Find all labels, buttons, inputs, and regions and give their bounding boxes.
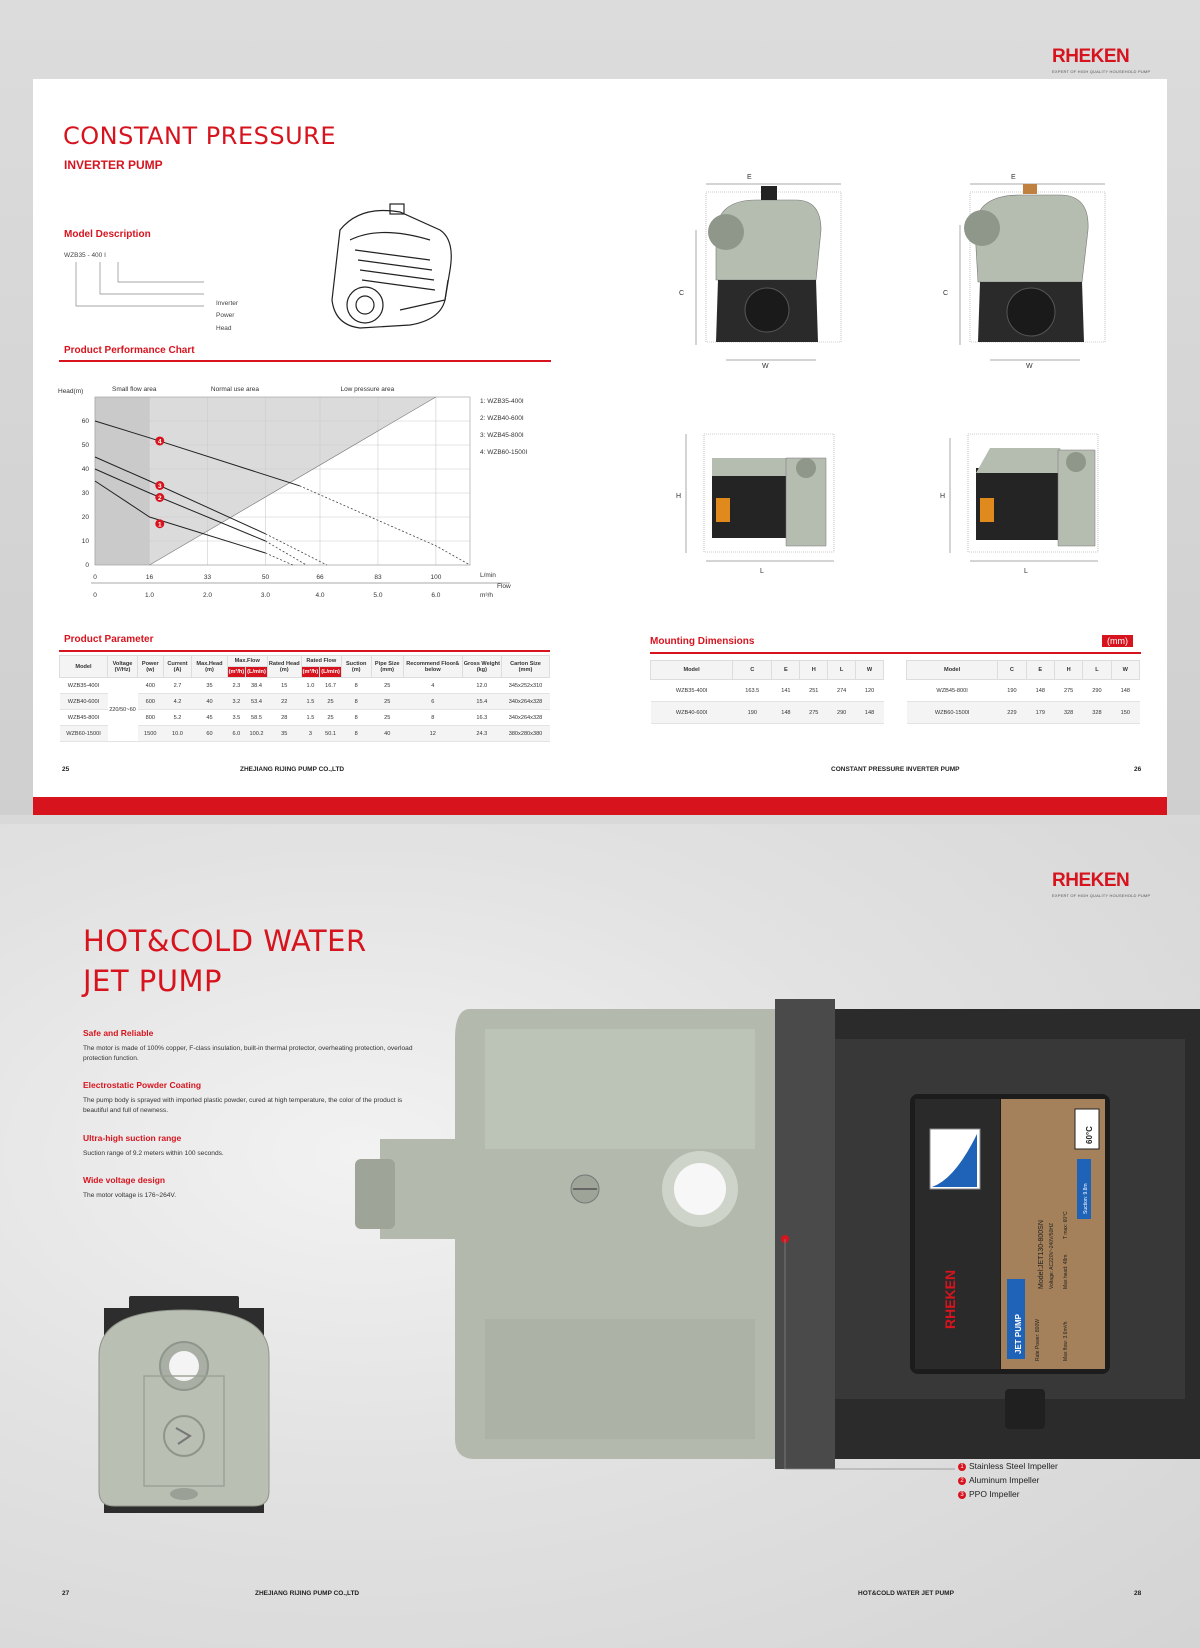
- x-tick-label: 16: [145, 574, 154, 581]
- brand-logo: [1052, 46, 1150, 74]
- series-dashed-3: [265, 534, 326, 565]
- logo-text: RHEKEN: [1052, 870, 1130, 891]
- chart-heading-rule: [59, 360, 551, 362]
- footer-section-title: HOT&COLD WATER JET PUMP: [858, 1590, 954, 1597]
- table-cell: 290: [828, 702, 856, 724]
- table-cell: 12: [403, 726, 462, 742]
- table-cell: 251: [800, 680, 828, 702]
- dim-e-label: E: [747, 174, 752, 181]
- area-label-low: Low pressure area: [340, 386, 395, 393]
- table-cell: 25: [371, 694, 403, 710]
- th-power: Power (w): [138, 656, 164, 678]
- x-unit-secondary: m³/h: [480, 592, 493, 599]
- table-cell: 328: [1083, 702, 1111, 724]
- label-head: Head: [216, 325, 232, 332]
- dim-c-label: C: [943, 290, 949, 297]
- feature-heading-3: Ultra-high suction range: [83, 1133, 182, 1143]
- table-cell: 16.3: [462, 710, 501, 726]
- series-marker-label-1: 1: [157, 521, 162, 529]
- mounting-diagram-side-2: [940, 428, 1120, 578]
- table-cell: 38.4: [246, 678, 268, 694]
- y-tick-label: 30: [81, 490, 89, 497]
- th-ratedflow-lmin: (L/min): [320, 667, 342, 678]
- parameter-table-body: [60, 678, 550, 742]
- table-cell: 220/50~60: [108, 678, 138, 742]
- table-cell: WZB45-800I: [60, 710, 108, 726]
- th-ratedflow: Rated Flow: [301, 656, 341, 667]
- table-cell: 141: [772, 680, 800, 702]
- footer-company: ZHEJIANG RIJING PUMP CO.,LTD: [240, 766, 345, 773]
- spread-constant-pressure: [0, 0, 1200, 815]
- mounting-header-cell: Model: [651, 661, 733, 680]
- feature-text-2: The pump body is sprayed with imported plastic powder, cured at high temperature, the color of the product is beautiful and full of newness.: [83, 1097, 403, 1114]
- x-tick-label: 100: [430, 574, 442, 581]
- table-cell: 148: [772, 702, 800, 724]
- legend-entry-1: 1: WZB35-400I: [480, 398, 524, 405]
- table-cell: 340x264x328: [502, 694, 550, 710]
- table-cell: 1.0: [301, 678, 320, 694]
- footer-page-number-left: 27: [62, 1590, 70, 1597]
- dim-h-label: H: [676, 493, 682, 500]
- impeller-marker-3: 3: [958, 1491, 966, 1499]
- label-inverter: Inverter: [216, 300, 239, 307]
- table-cell: 6: [403, 694, 462, 710]
- x-tick-label-secondary: 4.0: [315, 592, 325, 599]
- spread-jet-pump: [0, 824, 1200, 1648]
- x-tick-label-secondary: 2.0: [202, 592, 213, 599]
- legend-entry-3: 3: WZB45-800I: [480, 432, 524, 439]
- table-cell: 5.2: [163, 710, 192, 726]
- table-cell: WZB35-400I: [651, 680, 733, 702]
- dim-l-label: L: [760, 568, 764, 575]
- page-title-line1: HOT&COLD WATER: [83, 924, 367, 958]
- impeller-item-3: [958, 1489, 1020, 1499]
- dim-c-label: C: [679, 290, 685, 297]
- mounting-header-cell: C: [733, 661, 772, 680]
- table-cell: 25: [371, 678, 403, 694]
- series-dashed-4: [300, 486, 470, 565]
- table-cell: 8: [341, 710, 371, 726]
- y-tick-label: 20: [81, 514, 89, 521]
- table-cell: 28: [267, 710, 301, 726]
- jet-pump-main-photo: [355, 999, 1200, 1469]
- x-tick-label-secondary: 3.0: [260, 592, 270, 599]
- table-cell: 100.2: [246, 726, 268, 742]
- table-cell: 400: [138, 678, 164, 694]
- feature-heading-2: Electrostatic Powder Coating: [83, 1080, 202, 1090]
- x-tick-label: 0: [93, 574, 97, 581]
- mounting-header-cell: W: [856, 661, 884, 680]
- plate-max-head: Max head: 48m: [1063, 1254, 1069, 1289]
- page-subtitle: INVERTER PUMP: [64, 158, 163, 172]
- product-parameter-table: [59, 655, 550, 742]
- th-recommend: Recommend Floor& below: [403, 656, 462, 678]
- legend-entry-4: 4: WZB60-1500I: [480, 449, 528, 456]
- table-cell: 190: [733, 702, 772, 724]
- table-row: [651, 702, 884, 724]
- footer-page-number-right: 28: [1134, 1590, 1142, 1597]
- th-ratedflow-m3h: (m³/h): [301, 667, 320, 678]
- model-code: WZB35 - 400 I: [64, 252, 106, 259]
- model-code-lines: [64, 258, 224, 332]
- table-cell: 25: [320, 694, 342, 710]
- table-cell: 50.1: [320, 726, 342, 742]
- table-cell: 40: [192, 694, 227, 710]
- table-cell: 8: [403, 710, 462, 726]
- series-marker-label-4: 4: [157, 438, 162, 446]
- performance-chart-heading: Product Performance Chart: [64, 345, 195, 356]
- plate-product: JET PUMP: [1014, 1313, 1023, 1354]
- table-cell: 35: [267, 726, 301, 742]
- feature-text-3: Suction range of 9.2 meters within 100 seconds.: [83, 1150, 224, 1157]
- parameter-heading-rule: [59, 650, 550, 652]
- impeller-marker-2: 2: [958, 1477, 966, 1485]
- table-row: [651, 680, 884, 702]
- x-tick-label-secondary: 5.0: [373, 592, 383, 599]
- table-cell: 45: [192, 710, 227, 726]
- table-cell: 3.2: [227, 694, 246, 710]
- table-cell: 179: [1026, 702, 1054, 724]
- table-cell: 60: [192, 726, 227, 742]
- th-model: Model: [60, 656, 108, 678]
- table-cell: 24.3: [462, 726, 501, 742]
- mounting-header-cell: L: [828, 661, 856, 680]
- table-cell: 148: [1111, 680, 1139, 702]
- mounting-header-cell: L: [1083, 661, 1111, 680]
- x-axis-label: Flow: [497, 583, 511, 590]
- th-weight: Gross Weight (kg): [462, 656, 501, 678]
- table-row: [907, 702, 1140, 724]
- impeller-callout-line: [780, 1234, 960, 1484]
- th-current: Current (A): [163, 656, 192, 678]
- impeller-label-2: Aluminum Impeller: [969, 1475, 1040, 1485]
- table-cell: 3.5: [227, 710, 246, 726]
- table-cell: 1500: [138, 726, 164, 742]
- table-cell: 150: [1111, 702, 1139, 724]
- mounting-header-cell: H: [800, 661, 828, 680]
- footer-section-title: CONSTANT PRESSURE INVERTER PUMP: [831, 766, 960, 773]
- plate-brand: RHEKEN: [942, 1269, 958, 1329]
- plate-temp: T max: 60°C: [1063, 1211, 1069, 1239]
- area-label-normal: Normal use area: [210, 386, 259, 393]
- footer-page-number-right: 26: [1134, 766, 1142, 773]
- bottom-red-bar: [33, 797, 1167, 815]
- mounting-header-cell: H: [1054, 661, 1082, 680]
- th-maxflow-lmin: (L/min): [246, 667, 268, 678]
- y-axis-label: Head(m): [58, 388, 84, 395]
- y-tick-label: 0: [85, 562, 89, 569]
- th-carton: Carton Size (mm): [502, 656, 550, 678]
- x-tick-label: 66: [316, 574, 324, 581]
- plate-max-flow: Max flow: 3.6m³/h: [1063, 1321, 1069, 1361]
- mounting-heading-rule: [650, 652, 1141, 654]
- table-cell: WZB40-600I: [60, 694, 108, 710]
- dim-h-label: H: [940, 493, 946, 500]
- table-cell: 1.5: [301, 710, 320, 726]
- mounting-diagram-front-1: [676, 170, 856, 370]
- table-cell: 15: [267, 678, 301, 694]
- dim-l-label: L: [1024, 568, 1028, 575]
- table-cell: 10.0: [163, 726, 192, 742]
- plate-voltage: Voltage: AC220V~240V/50HZ: [1049, 1222, 1055, 1289]
- model-description-heading: Model Description: [64, 229, 151, 240]
- table-cell: 148: [856, 702, 884, 724]
- table-cell: 53.4: [246, 694, 268, 710]
- product-parameter-heading: Product Parameter: [64, 634, 154, 645]
- mounting-unit-badge: (mm): [1102, 635, 1133, 647]
- table-cell: 2.3: [227, 678, 246, 694]
- jet-pump-front-photo: [84, 1296, 284, 1526]
- y-tick-label: 10: [81, 538, 89, 545]
- plate-temp-badge: 60°C: [1085, 1126, 1094, 1144]
- table-cell: 15.4: [462, 694, 501, 710]
- brand-logo: [1052, 870, 1150, 898]
- plate-rate-power: Rate Power: 800W: [1035, 1319, 1041, 1361]
- y-tick-label: 60: [81, 418, 89, 425]
- impeller-item-1: [958, 1461, 1058, 1471]
- page-title: CONSTANT PRESSURE: [63, 122, 336, 150]
- th-voltage: Voltage (V/Hz): [108, 656, 138, 678]
- footer-company: ZHEJIANG RIJING PUMP CO.,LTD: [255, 1590, 360, 1597]
- footer-page-number-left: 25: [62, 766, 70, 773]
- legend-entry-2: 2: WZB40-600I: [480, 415, 524, 422]
- logo-text: RHEKEN: [1052, 46, 1130, 67]
- table-cell: 163.5: [733, 680, 772, 702]
- feature-heading-1: Safe and Reliable: [83, 1028, 154, 1038]
- table-cell: 25: [371, 710, 403, 726]
- mounting-diagram-side-1: [676, 428, 856, 578]
- th-maxhead: Max.Head (m): [192, 656, 227, 678]
- x-tick-label-secondary: 1.0: [145, 592, 155, 599]
- x-tick-label: 33: [203, 574, 212, 581]
- feature-heading-4: Wide voltage design: [83, 1175, 166, 1185]
- table-cell: 290: [1083, 680, 1111, 702]
- series-marker-label-2: 2: [157, 495, 162, 502]
- impeller-label-1: Stainless Steel Impeller: [969, 1461, 1058, 1471]
- mounting-table-right: [906, 660, 1140, 724]
- table-cell: WZB45-800I: [907, 680, 998, 702]
- feature-text-1: The motor is made of 100% copper, F-class insulation, built-in thermal protector, overheating protection, overload protection function.: [83, 1045, 413, 1062]
- table-row: [907, 680, 1140, 702]
- table-cell: 345x252x310: [502, 678, 550, 694]
- label-power: Power: [216, 312, 235, 319]
- table-cell: 40: [371, 726, 403, 742]
- table-cell: 274: [828, 680, 856, 702]
- mounting-header-cell: Model: [907, 661, 998, 680]
- table-cell: 275: [800, 702, 828, 724]
- table-cell: 4: [403, 678, 462, 694]
- dim-e-label: E: [1011, 174, 1016, 181]
- th-maxflow-m3h: (m³/h): [227, 667, 246, 678]
- table-cell: 148: [1026, 680, 1054, 702]
- x-unit-primary: L/min: [480, 572, 496, 579]
- series-marker-label-3: 3: [157, 483, 162, 490]
- x-tick-label: 83: [374, 574, 382, 581]
- table-cell: 58.5: [246, 710, 268, 726]
- impeller-marker-1: 1: [958, 1463, 966, 1471]
- impeller-label-3: PPO Impeller: [969, 1489, 1020, 1499]
- mounting-table-left: [650, 660, 884, 724]
- impeller-item-2: [958, 1475, 1039, 1485]
- table-cell: WZB35-400I: [60, 678, 108, 694]
- y-tick-label: 40: [81, 466, 89, 473]
- dim-w-label: W: [762, 363, 769, 370]
- table-cell: 8: [341, 694, 371, 710]
- table-cell: 8: [341, 726, 371, 742]
- table-cell: 328: [1054, 702, 1082, 724]
- feature-text-4: The motor voltage is 176~264V.: [83, 1192, 177, 1199]
- plate-model: Model:JET130-800SN: [1038, 1220, 1045, 1289]
- th-pipesize: Pipe Size (mm): [371, 656, 403, 678]
- logo-tagline: EXPERT OF HIGH QUALITY HOUSEHOLD PUMP: [1052, 69, 1151, 74]
- series-dashed-1: [265, 553, 292, 565]
- table-cell: 3: [301, 726, 320, 742]
- table-cell: 600: [138, 694, 164, 710]
- table-cell: 16.7: [320, 678, 342, 694]
- table-cell: 120: [856, 680, 884, 702]
- mounting-diagram-front-2: [940, 170, 1120, 370]
- table-cell: 25: [320, 710, 342, 726]
- table-cell: WZB60-1500I: [907, 702, 998, 724]
- performance-chart: [55, 375, 555, 600]
- th-ratedhead: Rated Head (m): [267, 656, 301, 678]
- th-maxflow: Max.Flow: [227, 656, 267, 667]
- x-tick-label: 50: [261, 574, 270, 581]
- table-cell: 800: [138, 710, 164, 726]
- y-tick-label: 50: [81, 442, 89, 449]
- x-tick-label-secondary: 0: [93, 592, 97, 599]
- table-cell: 6.0: [227, 726, 246, 742]
- pump-line-drawing: [320, 200, 470, 345]
- table-cell: 12.0: [462, 678, 501, 694]
- plate-suction: Suction: 9.8m: [1083, 1183, 1089, 1214]
- table-cell: 1.5: [301, 694, 320, 710]
- table-row: [60, 678, 550, 694]
- table-cell: 35: [192, 678, 227, 694]
- mounting-header-cell: E: [1026, 661, 1054, 680]
- table-cell: 340x264x328: [502, 710, 550, 726]
- table-cell: 380x280x380: [502, 726, 550, 742]
- x-tick-label-secondary: 6.0: [431, 592, 441, 599]
- table-cell: 8: [341, 678, 371, 694]
- table-cell: WZB60-1500I: [60, 726, 108, 742]
- table-cell: 190: [998, 680, 1026, 702]
- logo-tagline: EXPERT OF HIGH QUALITY HOUSEHOLD PUMP: [1052, 893, 1151, 898]
- table-cell: 22: [267, 694, 301, 710]
- mounting-header-cell: E: [772, 661, 800, 680]
- table-cell: 229: [998, 702, 1026, 724]
- th-suction: Suction (m): [341, 656, 371, 678]
- mounting-header-cell: C: [998, 661, 1026, 680]
- area-label-small: Small flow area: [112, 386, 157, 393]
- table-cell: WZB40-600I: [651, 702, 733, 724]
- mounting-dimensions-heading: Mounting Dimensions: [650, 636, 755, 647]
- table-cell: 4.2: [163, 694, 192, 710]
- mounting-header-cell: W: [1111, 661, 1139, 680]
- dim-w-label: W: [1026, 363, 1033, 370]
- table-cell: 2.7: [163, 678, 192, 694]
- table-cell: 275: [1054, 680, 1082, 702]
- series-dashed-2: [265, 541, 306, 565]
- page-title-line2: JET PUMP: [83, 964, 223, 998]
